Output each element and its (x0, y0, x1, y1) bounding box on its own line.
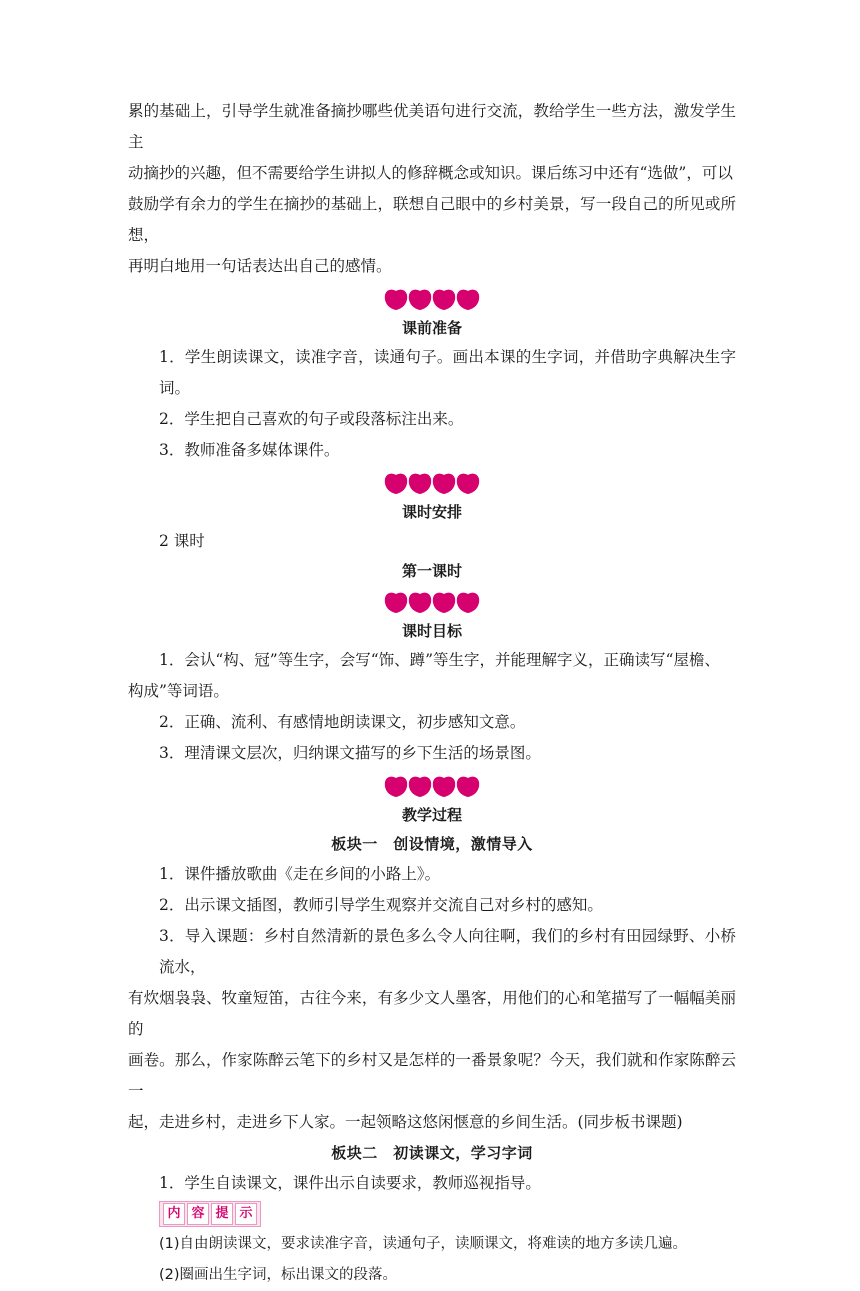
petal-divider-icon (128, 587, 736, 617)
petal-divider-icon (128, 284, 736, 314)
prep-item: 3．教师准备多媒体课件。 (159, 441, 340, 459)
petal-shape-icon (431, 590, 457, 614)
document-page (128, 96, 736, 1291)
process-item: 3．导入课题：乡村自然清新的景色多么令人向往啊，我们的乡村有田园绿野、小桥流水， (159, 927, 736, 976)
intro-line: 动摘抄的兴趣，但不需要给学生讲拟人的修辞概念或知识。课后练习中还有“选做”，可以 (128, 164, 733, 182)
process-item-continued: 起，走进乡村，走进乡下人家。一起领略这悠闲惬意的乡间生活。(同步板书课题) (128, 1113, 683, 1131)
petal-shape-icon (431, 471, 457, 495)
process-item-continued: 有炊烟袅袅、牧童短笛，古往今来，有多少文人墨客，用他们的心和笔描写了一幅幅美丽的 (128, 989, 736, 1038)
petal-shape-icon (383, 774, 409, 798)
intro-line: 鼓励学有余力的学生在摘抄的基础上，联想自己眼中的乡村美景，写一段自己的所见或所想， (128, 195, 736, 244)
hint-item: (1)自由朗读课文，要求读准字音，读通句子，读顺课文，将难读的地方多读几遍。 (159, 1236, 688, 1252)
process-item-continued: 画卷。那么，作家陈醉云笔下的乡村又是怎样的一番景象呢？今天，我们就和作家陈醉云一 (128, 1051, 736, 1100)
petal-divider-icon (128, 771, 736, 801)
petal-shape-icon (431, 774, 457, 798)
intro-paragraph (128, 96, 736, 282)
block-title: 板块一 创设情境，激情导入 (331, 835, 533, 853)
tag-char: 示 (235, 1203, 257, 1225)
petal-shape-icon (455, 287, 481, 311)
petal-shape-icon (407, 471, 433, 495)
prep-item: 2．学生把自己喜欢的句子或段落标注出来。 (159, 410, 464, 428)
petal-shape-icon (407, 287, 433, 311)
intro-line: 累的基础上，引导学生就准备摘抄哪些优美语句进行交流，教给学生一些方法，激发学生主 (128, 102, 736, 151)
petal-shape-icon (383, 287, 409, 311)
process-item: 2．出示课文插图，教师引导学生观察并交流自己对乡村的感知。 (159, 896, 603, 914)
petal-divider-icon (128, 468, 736, 498)
process-item: 1．学生自读课文，课件出示自读要求，教师巡视指导。 (159, 1174, 541, 1192)
process-item: 1．课件播放歌曲《走在乡间的小路上》。 (159, 865, 441, 883)
block-title: 板块二 初读课文，学习字词 (331, 1144, 533, 1162)
goal-item: 3．理清课文层次，归纳课文描写的乡下生活的场景图。 (159, 744, 541, 762)
content-hint-tag (159, 1201, 261, 1227)
section-title-schedule: 课时安排 (401, 503, 462, 521)
lesson-title: 第一课时 (401, 562, 462, 580)
petal-shape-icon (455, 590, 481, 614)
petal-shape-icon (431, 287, 457, 311)
petal-shape-icon (455, 774, 481, 798)
intro-line: 再明白地用一句话表达出自己的感情。 (128, 257, 392, 275)
tag-char: 内 (163, 1203, 185, 1225)
goal-item: 2．正确、流利、有感情地朗读课文，初步感知文意。 (159, 713, 526, 731)
tag-char: 容 (187, 1203, 209, 1225)
goal-item-continued: 构成”等词语。 (128, 682, 229, 700)
goal-item: 1．会认“构、冠”等生字，会写“饰、蹲”等生字，并能理解字义，正确读写“屋檐、 (159, 651, 720, 669)
petal-shape-icon (407, 774, 433, 798)
schedule-text: 2 课时 (159, 532, 205, 550)
petal-shape-icon (383, 471, 409, 495)
petal-shape-icon (455, 471, 481, 495)
hint-item: (2)圈画出生字词，标出课文的段落。 (159, 1267, 398, 1283)
section-title-goals: 课时目标 (401, 622, 462, 640)
section-title-prep: 课前准备 (401, 319, 462, 337)
prep-item: 1．学生朗读课文，读准字音，读通句子。画出本课的生字词，并借助字典解决生字词。 (159, 348, 736, 397)
content-hint-tag-row (128, 1199, 736, 1229)
section-title-process: 教学过程 (401, 806, 462, 824)
petal-shape-icon (383, 590, 409, 614)
petal-shape-icon (407, 590, 433, 614)
tag-char: 提 (211, 1203, 233, 1225)
